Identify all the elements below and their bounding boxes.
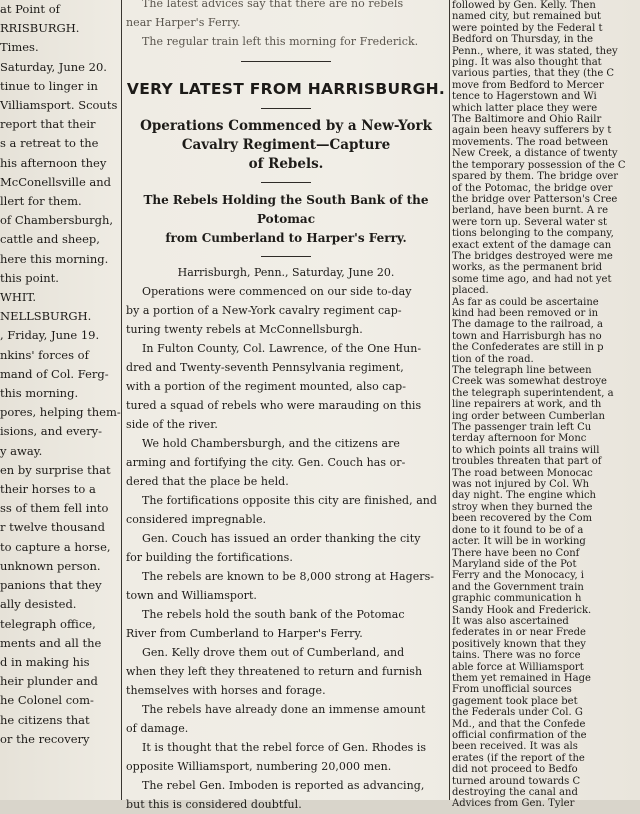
text-line: Creek was somewhat destroye bbox=[452, 376, 607, 388]
text-line: ing order between Cumberlan bbox=[452, 410, 605, 422]
text-line: exact extent of the damage can bbox=[452, 239, 612, 251]
text-line: tence to Hagerstown and Wi bbox=[452, 91, 597, 103]
text-line: move from Bedford to Mercer bbox=[452, 79, 604, 91]
text-line: Sandy Hook and Frederick. bbox=[452, 604, 592, 616]
text-line: line repairers at work, and th bbox=[452, 399, 602, 411]
text-line: isions, and every- bbox=[0, 424, 103, 439]
text-line: stroy when they burned the bbox=[452, 501, 593, 513]
top-line: near Harper's Ferry. bbox=[126, 16, 241, 29]
subheadline-line: Operations Commenced by a New-York bbox=[140, 118, 432, 134]
text-line: The bridges destroyed were me bbox=[452, 250, 613, 262]
text-line: by a portion of a New-York cavalry regiment cap- bbox=[126, 304, 402, 317]
text-line: Ferry and the Monocacy, i bbox=[452, 570, 584, 582]
deck-line: from Cumberland to Harper's Ferry. bbox=[165, 231, 407, 245]
article-body bbox=[126, 282, 446, 814]
divider bbox=[261, 182, 311, 183]
text-line: The road between Monocac bbox=[452, 467, 593, 479]
text-line: done to it found to be of a bbox=[452, 524, 584, 536]
text-line: with a portion of the regiment mounted, also cap- bbox=[126, 380, 406, 393]
text-line: In Fulton County, Col. Lawrence, of the One Hun- bbox=[142, 342, 422, 355]
text-line: graphic communication h bbox=[452, 593, 582, 605]
column-rule-left bbox=[121, 0, 122, 800]
text-line: tions belonging to the company, bbox=[452, 228, 614, 240]
text-line: tured a squad of rebels who were marauding on this bbox=[126, 399, 422, 412]
text-line: y away. bbox=[0, 443, 43, 458]
text-line: tinue to linger in bbox=[0, 78, 98, 93]
text-line: which latter place they were bbox=[452, 102, 598, 114]
text-line: official confirmation of the bbox=[452, 730, 587, 741]
text-line: the temporary possession of the C bbox=[452, 159, 626, 171]
text-line: day night. The engine which bbox=[452, 490, 596, 502]
text-line: telegraph office, bbox=[0, 616, 96, 631]
text-line: cattle and sheep, bbox=[0, 232, 100, 247]
text-line: River from Cumberland to Harper's Ferry. bbox=[126, 627, 363, 640]
text-line: ments and all the bbox=[0, 635, 102, 650]
dateline: Harrisburgh, Penn., Saturday, June 20. bbox=[177, 266, 395, 279]
text-line: WHIT. bbox=[0, 290, 37, 305]
text-line: Maryland side of the Pot bbox=[452, 558, 577, 570]
text-line: terday afternoon for Monc bbox=[452, 433, 587, 445]
text-line: tains. There was no force bbox=[452, 650, 581, 662]
text-line: again been heavy sufferers by t bbox=[452, 125, 612, 137]
text-line: Times. bbox=[0, 40, 39, 55]
text-line: when they left they threatened to return and furnish bbox=[126, 665, 423, 678]
text-line: llert for them. bbox=[0, 194, 82, 209]
text-line: the Confederates are still in p bbox=[452, 342, 604, 354]
text-line: turned around towards C bbox=[452, 775, 581, 787]
text-line: RRISBURGH. bbox=[0, 21, 80, 36]
text-line: There have been no Conf bbox=[452, 547, 580, 559]
text-line: Villiamsport. Scouts bbox=[0, 98, 118, 113]
text-line: placed. bbox=[452, 285, 489, 297]
text-line: The rebels have already done an immense amount bbox=[142, 703, 426, 716]
text-line: of Chambersburgh, bbox=[0, 213, 114, 228]
text-line: here this morning. bbox=[0, 251, 109, 266]
text-line: the telegraph superintendent, a bbox=[452, 387, 614, 399]
text-line: but this is considered doubtful. bbox=[126, 798, 302, 811]
deck-line: The Rebels Holding the South Bank of the Potomac bbox=[143, 193, 429, 226]
deck-headline bbox=[126, 191, 446, 248]
text-line: been received. It was als bbox=[452, 741, 578, 753]
text-line: From unofficial sources bbox=[452, 684, 572, 696]
text-line: The fortifications opposite this city are finished, and bbox=[142, 494, 438, 507]
text-line: Operations were commenced on our side to-day bbox=[142, 285, 412, 298]
text-line: considered impregnable. bbox=[126, 513, 267, 526]
text-line: town and Harrisburgh has no bbox=[452, 330, 602, 342]
text-line: mand of Col. Ferg- bbox=[0, 366, 109, 381]
text-line: kind had been removed or in bbox=[452, 307, 599, 319]
subheadline bbox=[126, 117, 446, 174]
text-line: of the Potomac, the bridge over bbox=[452, 182, 613, 194]
text-line: named city, but remained but bbox=[452, 11, 602, 23]
text-line: were torn up. Several water st bbox=[452, 216, 608, 228]
column-rule-right bbox=[449, 0, 450, 800]
text-line: at Point of bbox=[0, 2, 60, 16]
text-line: The Baltimore and Ohio Railr bbox=[452, 114, 602, 126]
text-line: en by surprise that bbox=[0, 462, 111, 477]
text-line: Bedford on Thursday, in the bbox=[452, 34, 594, 46]
text-line: tion of the road. bbox=[452, 353, 534, 365]
text-line: federates in or near Frede bbox=[452, 627, 586, 639]
text-line: report that their bbox=[0, 117, 96, 132]
text-line: the Federals under Col. G bbox=[452, 707, 583, 719]
text-line: movements. The road between bbox=[452, 136, 609, 148]
text-line: their horses to a bbox=[0, 482, 96, 497]
text-line: for building the fortifications. bbox=[126, 551, 293, 564]
text-line: was not injured by Col. Wh bbox=[452, 479, 590, 491]
text-line: works, as the permanent brid bbox=[452, 262, 603, 274]
text-line: It was also ascertained bbox=[452, 615, 569, 627]
text-line: were pointed by the Federal t bbox=[452, 22, 603, 34]
top-line: The regular train left this morning for Frederick. bbox=[142, 35, 419, 48]
text-line: of damage. bbox=[126, 722, 189, 735]
text-line: NELLSBURGH. bbox=[0, 309, 92, 324]
text-line: positively known that they bbox=[452, 638, 586, 650]
text-line: his afternoon they bbox=[0, 155, 107, 170]
top-line: The latest advices say that there are no rebels bbox=[142, 0, 404, 10]
text-line: dred and Twenty-seventh Pennsylvania regiment, bbox=[126, 361, 404, 374]
text-line: Gen. Couch has issued an order thanking the city bbox=[142, 532, 421, 545]
text-line: pores, helping them- bbox=[0, 405, 121, 420]
text-line: Md., and that the Confede bbox=[452, 718, 586, 730]
text-line: r twelve thousand bbox=[0, 520, 105, 535]
text-line: he citizens that bbox=[0, 712, 90, 727]
text-line: he Colonel com- bbox=[0, 693, 94, 708]
text-line: The rebels hold the south bank of the Potomac bbox=[142, 608, 405, 621]
text-line: panions that they bbox=[0, 578, 102, 593]
text-line: New Creek, a distance of twenty bbox=[452, 148, 618, 160]
text-line: them yet remained in Hage bbox=[452, 672, 591, 684]
text-line: The rebel Gen. Imboden is reported as advancing, bbox=[142, 779, 425, 792]
text-line: been recovered by the Com bbox=[452, 513, 592, 525]
text-line: ping. It was also thought that bbox=[452, 57, 602, 69]
text-line: The passenger train left Cu bbox=[452, 422, 592, 434]
text-line: Gen. Kelly drove them out of Cumberland, and bbox=[142, 646, 405, 659]
text-line: troubles threaten that part of bbox=[452, 456, 602, 468]
text-line: unknown person. bbox=[0, 558, 101, 573]
text-line: gagement took place bet bbox=[452, 695, 578, 707]
text-line: ss of them fell into bbox=[0, 501, 109, 516]
text-line: It is thought that the rebel force of Gen. Rhodes is bbox=[142, 741, 427, 754]
subheadline-line: Cavalry Regiment—Capture bbox=[181, 137, 391, 153]
divider bbox=[261, 256, 311, 257]
text-line: Penn., where, it was stated, they bbox=[452, 45, 618, 57]
text-line: to capture a horse, bbox=[0, 539, 111, 554]
text-line: some time ago, and had not yet bbox=[452, 273, 612, 285]
text-line: dered that the place be held. bbox=[126, 475, 289, 488]
text-line: d in making his bbox=[0, 654, 90, 669]
right-column bbox=[452, 0, 640, 810]
text-line: Saturday, June 20. bbox=[0, 59, 107, 74]
divider bbox=[241, 61, 331, 62]
text-line: or the recovery bbox=[0, 731, 90, 746]
text-line: destroying the canal and bbox=[452, 787, 578, 799]
text-line: did not proceed to Bedfo bbox=[452, 764, 578, 776]
subheadline-line: of Rebels. bbox=[248, 156, 324, 172]
text-line: side of the river. bbox=[126, 418, 218, 431]
text-line: erates (if the report of the bbox=[452, 752, 585, 764]
text-line: The damage to the railroad, a bbox=[452, 319, 603, 331]
middle-column bbox=[126, 0, 446, 811]
text-line: opposite Williamsport, numbering 20,000 men. bbox=[126, 760, 392, 773]
text-line: The rebels are known to be 8,000 strong at Hagers- bbox=[142, 570, 435, 583]
text-line: followed by Gen. Kelly. Then bbox=[452, 0, 596, 11]
text-line: McConellsville and bbox=[0, 174, 112, 189]
text-line: As far as could be ascertaine bbox=[452, 296, 599, 308]
text-line: to which points all trains will bbox=[452, 444, 600, 456]
text-line: We hold Chambersburgh, and the citizens are bbox=[142, 437, 400, 450]
divider bbox=[261, 108, 311, 109]
text-line: various parties, that they (the C bbox=[452, 68, 615, 80]
text-line: turing twenty rebels at McConnellsburgh. bbox=[126, 323, 363, 336]
left-column bbox=[0, 0, 121, 800]
text-line: the bridge over Patterson's Cree bbox=[452, 193, 618, 205]
text-line: themselves with horses and forage. bbox=[126, 684, 326, 697]
text-line: nkins' forces of bbox=[0, 347, 89, 362]
text-line: spared by them. The bridge over bbox=[452, 171, 619, 183]
text-line: town and Williamsport. bbox=[126, 589, 257, 602]
text-line: The telegraph line between bbox=[452, 365, 592, 376]
text-line: s a retreat to the bbox=[0, 136, 99, 151]
text-line: berland, have been burnt. A re bbox=[452, 205, 609, 217]
text-line: Advices from Gen. Tyler bbox=[452, 798, 575, 810]
text-line: arming and fortifying the city. Gen. Couch has or- bbox=[126, 456, 406, 469]
text-line: heir plunder and bbox=[0, 674, 98, 689]
text-line: , Friday, June 19. bbox=[0, 328, 100, 343]
text-line: able force at Williamsport bbox=[452, 661, 584, 673]
text-line: ally desisted. bbox=[0, 597, 77, 612]
text-line: acter. It will be in working bbox=[452, 536, 586, 548]
text-line: this point. bbox=[0, 270, 59, 285]
text-line: this morning. bbox=[0, 386, 79, 401]
text-line: and the Government train bbox=[452, 581, 584, 593]
headline: VERY LATEST FROM HARRISBURGH. bbox=[126, 80, 446, 98]
